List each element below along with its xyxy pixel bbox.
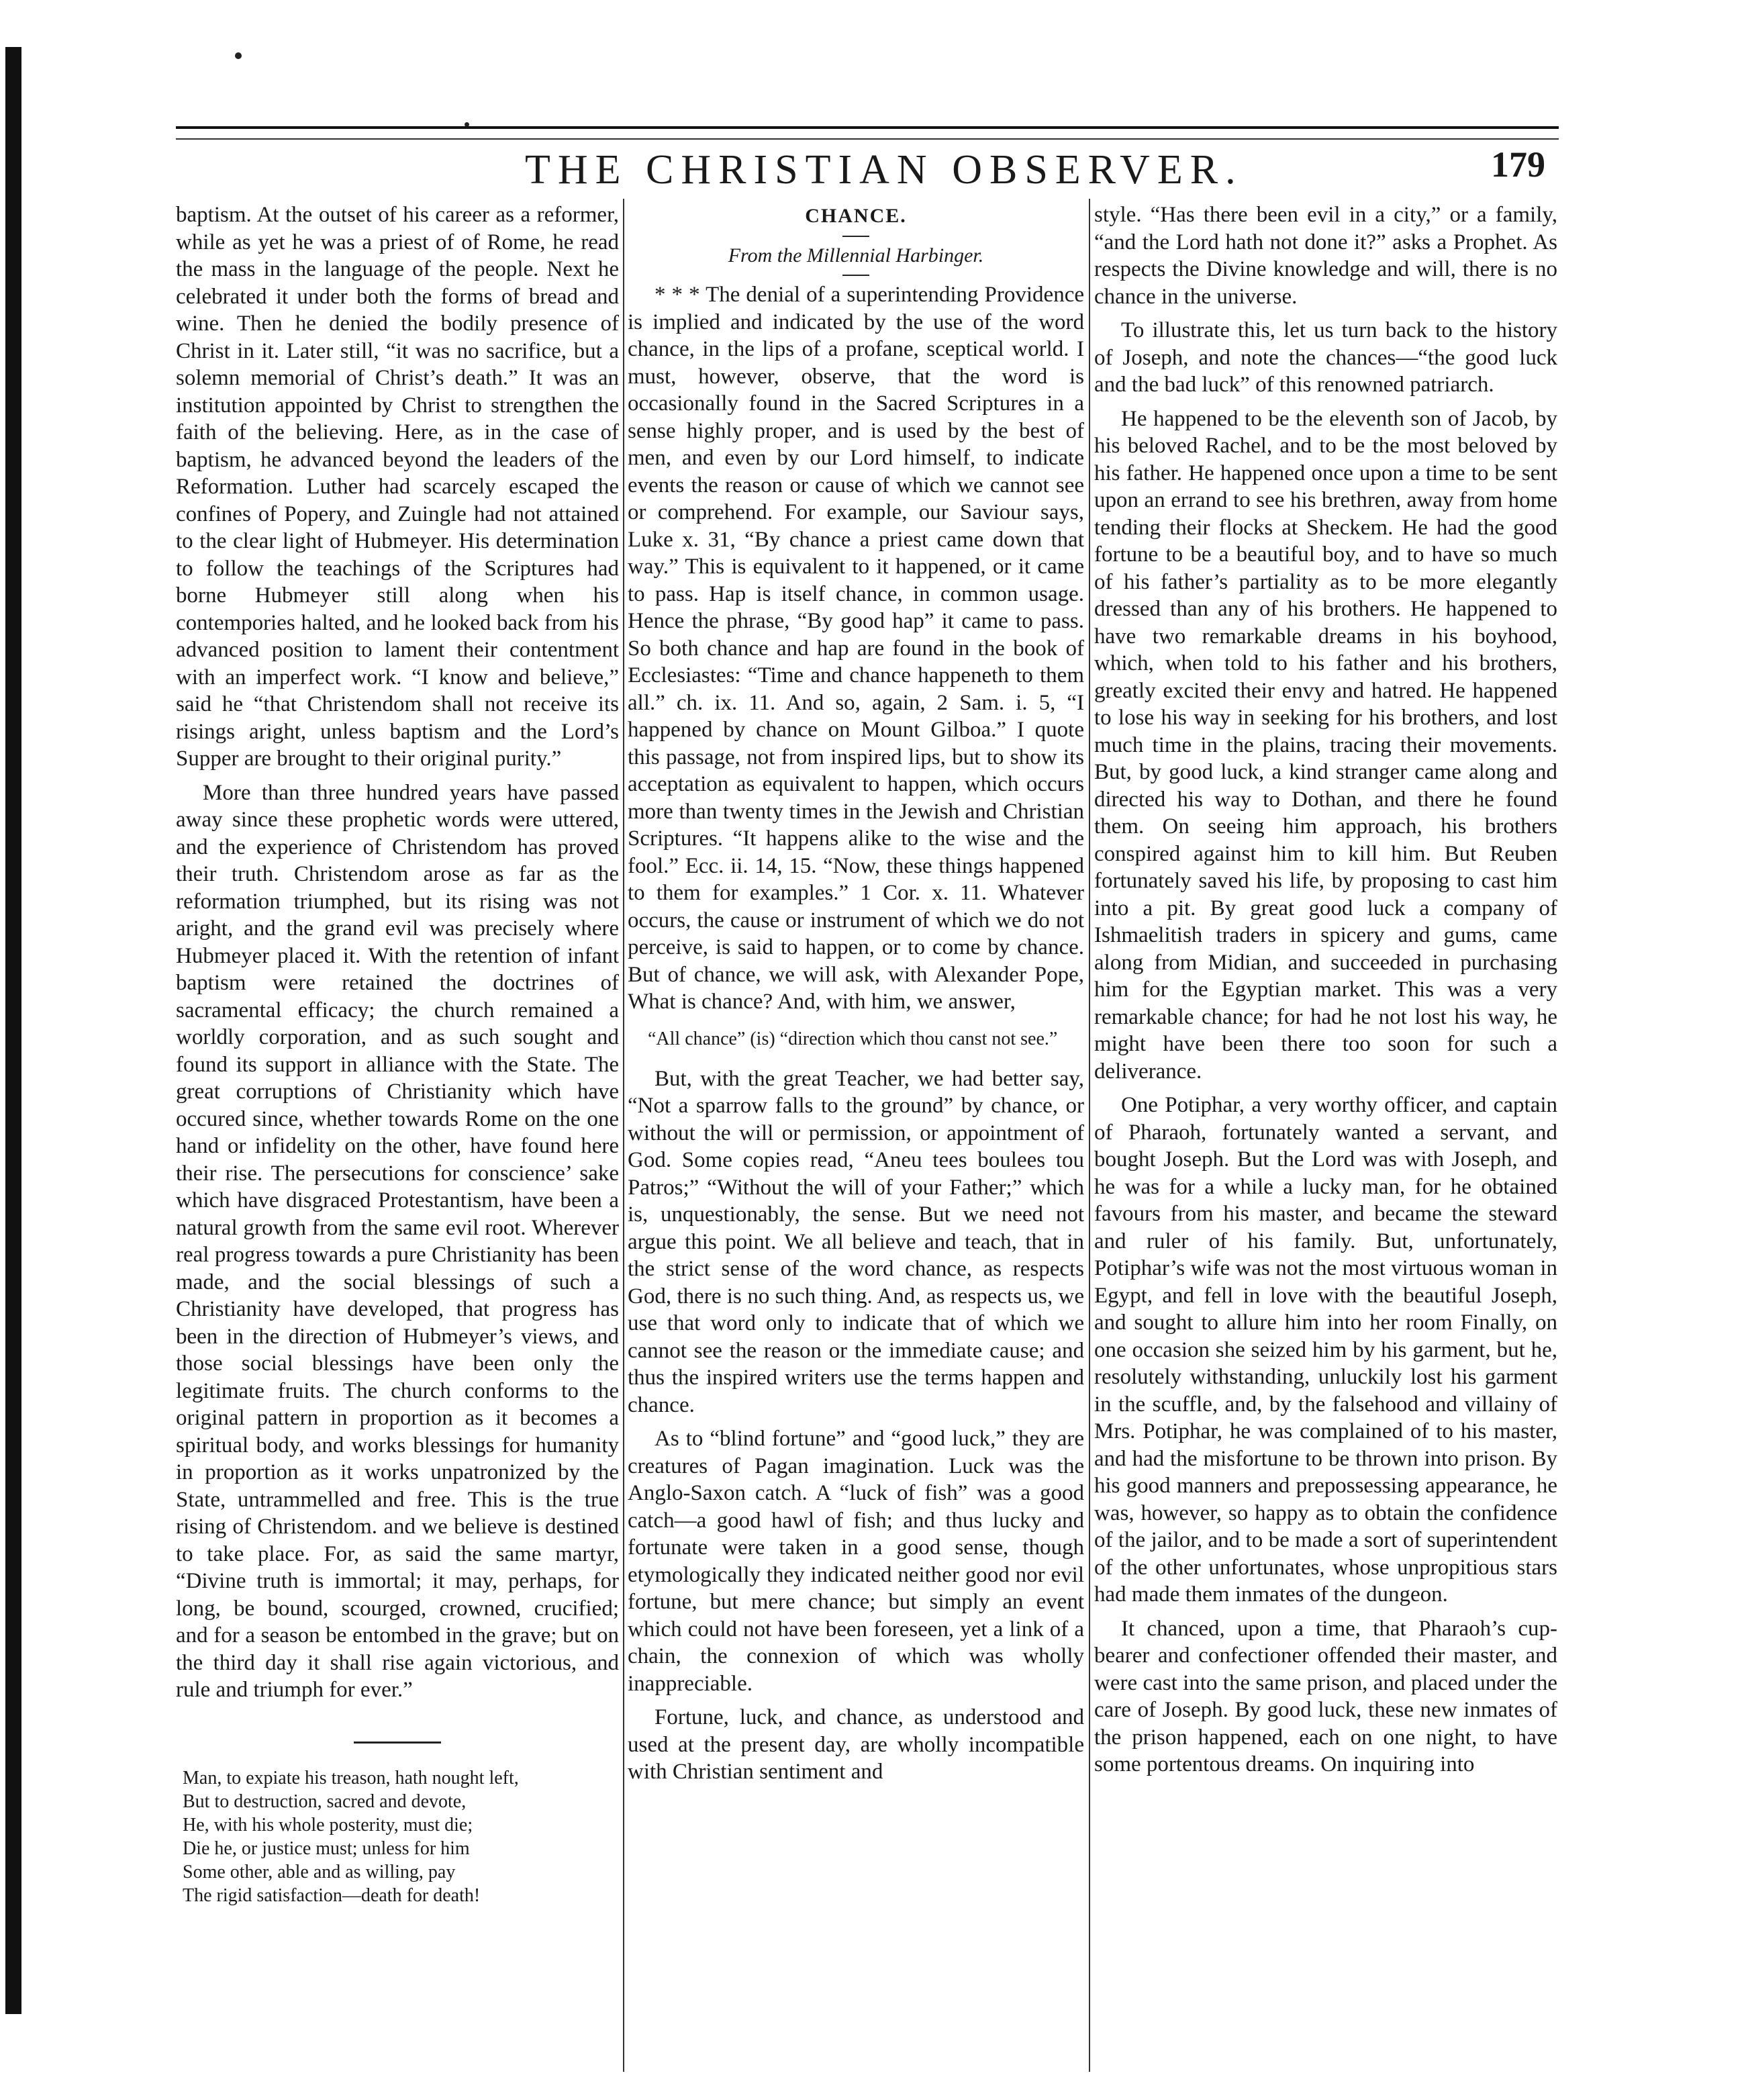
- article-source: From the Millennial Harbinger.: [728, 244, 984, 267]
- running-title: THE CHRISTIAN OBSERVER.: [525, 147, 1243, 193]
- poem-line: Man, to expiate his treason, hath nought left,: [183, 1767, 519, 1788]
- column-1: [176, 201, 619, 2081]
- column-divider: [623, 199, 624, 2072]
- header-rule: [176, 126, 1559, 140]
- paragraph: To illustrate this, let us turn back to the history of Joseph, and note the chances—“the good luck and the bad luck” of this renowned patriarch.: [1094, 318, 1557, 397]
- paragraph: style. “Has there been evil in a city,” or a family, “and the Lord hath not done it?” asks a Prophet. As respects the Divine knowledge and will, there is no chance in the universe.: [1094, 203, 1557, 309]
- block-quote: “All chance” (is) “direction which thou canst not see.”: [648, 1028, 1058, 1049]
- paragraph: As to “blind fortune” and “good luck,” they are creatures of Pagan imagination. Luck was the Anglo-Saxon catch. A “luck of fish” was a good catch—a good hawl of fish; and thus lucky and fortunate were taken in a good sense, though etymologically they indicated neither good nor evil fortune, but mere chance; but simply an event which could not have been foreseen, yet a link of a chain, the connexion of which was wholly inappreciable.: [628, 1427, 1084, 1696]
- paragraph: Fortune, luck, and chance, as understood and used at the present day, are wholly incompatible with Christian sentiment and: [628, 1705, 1084, 1784]
- section-divider: [354, 1741, 441, 1744]
- paragraph: More than three hundred years have passed away since these prophetic words were uttered, and the experience of Christendom has proved their truth. Christendom arose as far as the reformation triumphed, but its rising was not aright, and the grand evil was precisely where Hubmeyer placed it. With the retention of infant baptism were retained the doctrines of sacramental efficacy; the church remained a worldly corporation, and as such sought and found its support in alliance with the State. The great corruptions of Christianity which have occured since, whether towards Rome on the one hand or infidelity on the other, have found here their rise. The persecutions for conscience’ sake which have disgraced Protestantism, have been a natural growth from the same evil root. Wherever real progress towards a pure Christianity has been made, and the social blessings of such a Christianity have developed, that progress has been in the direction of Hubmeyer’s views, and those social blessings have been only the legitimate fruits. The church conforms to the original pattern in proportion as it becomes a spiritual body, and works blessings for humanity in proportion as it works unpatronized by the State, untrammelled and free. This is the true rising of Christendom. and we believe is destined to take place. For, as said the same martyr, “Divine truth is immortal; it may, perhaps, for long, be bound, scourged, crowned, crucified; and for a season be entombed in the grave; but on the third day it shall rise again victorious, and rule and triumph for ever.”: [176, 780, 619, 1702]
- column-2: [628, 201, 1084, 2081]
- paragraph: * * * The denial of a superintending Providence is implied and indicated by the use of the word chance, in the lips of a profane, sceptical world. I must, however, observe, that the word is occasionally found in the Sacred Scriptures in a sense highly proper, and is used by the best of men, and even by our Lord himself, to indicate events the reason or cause of which we cannot see or comprehend. For example, our Saviour says, Luke x. 31, “By chance a priest came down that way.” This is equivalent to it happened, or it came to pass. Hap is itself chance, in common usage. Hence the phrase, “By good hap” it came to pass. So both chance and hap are found in the book of Ecclesiastes: “Time and chance happeneth to them all.” ch. ix. 11. And so, again, 2 Sam. i. 5, “I happened by chance on Mount Gilboa.” I quote this passage, not from inspired lips, but to show its acceptation as equivalent to happen, which occurs more than twenty times in the Jewish and Christian Scriptures. “It happens alike to the wise and the fool.” Ecc. ii. 14, 15. “Now, these things happened to them for examples.” 1 Cor. x. 11. Whatever occurs, the cause or instrument of which we do not perceive, is said to happen, or to come by chance. But of chance, we will ask, with Alexander Pope, What is chance? And, with him, we answer,: [628, 283, 1084, 1014]
- poem-line: Die he, or justice must; unless for him: [183, 1837, 470, 1859]
- poem: [183, 1766, 619, 1907]
- paragraph: baptism. At the outset of his career as a reformer, while as yet he was a priest of of Rome, he read the mass in the language of the people. Next he celebrated it under both the forms of bread and wine. Then he denied the bodily presence of Christ in it. Later still, “it was no sacrifice, but a solemn memorial of Christ’s death.” It was an institution appointed by Christ to strengthen the faith of the believing. Here, as in the case of baptism, he advanced beyond the leaders of the Reformation. Luther had scarcely escaped the confines of Popery, and Zuingle had not attained to the clear light of Hubmeyer. His determination to follow the teachings of the Scriptures had borne Hubmeyer still along when his contempories halted, and he looked back from his advanced position to lament their contentment with an imperfect work. “I know and believe,” said he “that Christendom shall not receive its risings aright, unless baptism and the Lord’s Supper are brought to their original purity.”: [176, 203, 619, 771]
- poem-line: But to destruction, sacred and devote,: [183, 1791, 467, 1812]
- page-number: 179: [1491, 144, 1545, 185]
- poem-line: He, with his whole posterity, must die;: [183, 1814, 473, 1835]
- column-3: [1094, 201, 1557, 2081]
- page-header: [176, 140, 1559, 193]
- paragraph: He happened to be the eleventh son of Jacob, by his beloved Rachel, and to be the most beloved by his father. He happened once upon a time to be sent upon an errand to see his brethren, away from home tending their flocks at Sheckem. He had the good fortune to be a beautiful boy, and to have so much of his father’s partiality as to be more elegantly dressed than any of his brothers. He happened to have two remarkable dreams in his boyhood, which, when told to his father and his brothers, greatly excited their envy and hatred. He happened to lose his way in seeking for his brothers, and lost much time in the plains, tracing their movements. But, by good luck, a kind stranger came along and directed his way to Dothan, and there he found them. On seeing him approach, his brothers conspired against him to kill him. But Reuben fortunately saved his life, by proposing to cast him into a pit. By great good luck a company of Ishmaelitish traders in spicery and gums, came along from Midian, and succeeded in purchasing him for the Egyptian market. This was a very remarkable chance; for had he not lost his way, he might have been there too soon for such a deliverance.: [1094, 406, 1557, 1084]
- paragraph: One Potiphar, a very worthy officer, and captain of Pharaoh, fortunately wanted a servant, and bought Joseph. But the Lord was with Joseph, and he was for a while a lucky man, for he obtained favours from his master, and became the steward and ruler of his family. But, unfortunately, Potiphar’s wife was not the most virtuous woman in Egypt, and fell in love with the beautiful Joseph, and sought to allure him into her room Finally, on one occasion she seized him by his garment, but he, resolutely withstanding, unluckily lost his garment in the scuffle, and, by the falsehood and villainy of Mrs. Potiphar, he was complained of to his master, and had the misfortune to be thrown into prison. By his good manners and prepossessing appearance, he was, however, so happy as to obtain the confidence of the jailor, and to be made a sort of superintendent of the other unfortunates, whose unpropitious stars had made them inmates of the dungeon.: [1094, 1093, 1557, 1607]
- paragraph: But, with the great Teacher, we had better say, “Not a sparrow falls to the ground” by chance, or without the will or permission, or appointment of God. Some copies read, “Aneu tees boulees tou Patros;” “Without the will of your Father;” which is, unquestionably, the sense. But we need not argue this point. We all believe and teach, that in the strict sense of the word chance, as respects God, there is no such thing. And, as respects us, we use that word only to indicate that of which we cannot see the reason or the immediate cause; and thus the inspired writers use the terms happen and chance.: [628, 1066, 1084, 1417]
- source-rule: [842, 275, 869, 276]
- article-title: CHANCE.: [805, 205, 907, 227]
- column-divider: [1089, 199, 1090, 2072]
- title-rule: [842, 236, 869, 237]
- poem-line: The rigid satisfaction—death for death!: [183, 1884, 481, 1906]
- poem-line: Some other, able and as willing, pay: [183, 1861, 456, 1882]
- page-edge-mark: [5, 47, 21, 2014]
- paragraph: It chanced, upon a time, that Pharaoh’s cup-bearer and confectioner offended their master, and were cast into the same prison, and placed under the care of Joseph. By good luck, these new inmates of the prison happened, each on one night, to have some portentous dreams. On inquiring into: [1094, 1616, 1557, 1776]
- ink-speck: [235, 52, 242, 59]
